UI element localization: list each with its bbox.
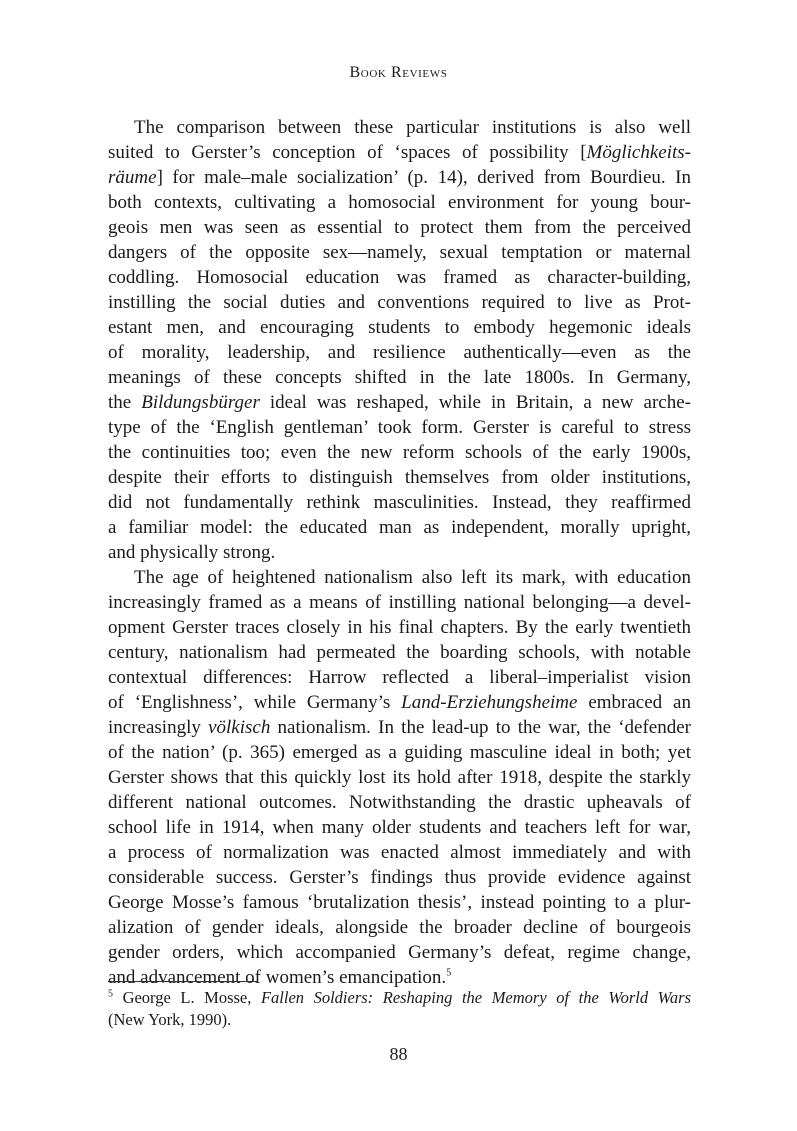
text-line: both contexts, cultivating a homosocial environment for young bour- [108, 192, 691, 213]
text-line: did not fundamentally rethink masculinities. Instead, they reaffirmed [108, 492, 691, 513]
text-line: suited to Gerster’s conception of ‘spaces of possibility [Möglichkeits- [108, 142, 691, 163]
footnote-reference[interactable]: 5 [446, 967, 452, 979]
text-line: George Mosse’s famous ‘brutalization thesis’, instead pointing to a plur- [108, 892, 691, 913]
text-line: century, nationalism had permeated the boarding schools, with notable [108, 642, 691, 663]
text-line: of ‘Englishness’, while Germany’s Land-Erziehungsheime embraced an [108, 692, 691, 713]
text-line: school life in 1914, when many older students and teachers left for war, [108, 817, 691, 838]
footnote-mark: 5 [108, 988, 113, 1000]
text-line: of the nation’ (p. 365) emerged as a guiding masculine ideal in both; yet [108, 742, 691, 763]
text-line: Gerster shows that this quickly lost its hold after 1918, despite the starkly [108, 767, 691, 788]
footnote [108, 987, 691, 1031]
text-line: increasingly framed as a means of instilling national belonging—a devel- [108, 592, 691, 613]
text-line: the continuities too; even the new reform schools of the early 1900s, [108, 442, 691, 463]
text-line: different national outcomes. Notwithstanding the drastic upheavals of [108, 792, 691, 813]
text-line: the Bildungsbürger ideal was reshaped, while in Britain, a new arche- [108, 392, 692, 413]
text-line: estant men, and encouraging students to embody hegemonic ideals [108, 317, 691, 338]
text-line: increasingly völkisch nationalism. In the lead-up to the war, the ‘defender [108, 717, 691, 738]
text-line: coddling. Homosocial education was framed as character-building, [108, 267, 691, 288]
text-line: contextual differences: Harrow reflected a liberal–imperialist vision [108, 667, 691, 688]
page-number: 88 [389, 1044, 408, 1064]
text-line: meanings of these concepts shifted in the late 1800s. In Germany, [108, 367, 691, 388]
text-line: opment Gerster traces closely in his final chapters. By the early twentieth [108, 617, 691, 638]
text-line: type of the ‘English gentleman’ took form. Gerster is careful to stress [108, 417, 691, 438]
text-line: considerable success. Gerster’s findings thus provide evidence against [108, 867, 691, 888]
text-line: geois men was seen as essential to protect them from the perceived [108, 217, 691, 238]
text-line: räume] for male–male socialization’ (p. 14), derived from Bourdieu. In [108, 167, 691, 188]
footnote-line: (New York, 1990). [108, 1010, 232, 1029]
text-line: The age of heightened nationalism also left its mark, with education [134, 567, 691, 588]
text-line: of morality, leadership, and resilience authentically—even as the [108, 342, 691, 363]
text-line: alization of gender ideals, alongside the broader decline of bourgeois [108, 917, 691, 938]
footnote-divider [108, 981, 258, 982]
text-line: a process of normalization was enacted almost immediately and with [108, 842, 691, 863]
text-line: a familiar model: the educated man as independent, morally upright, [108, 517, 691, 538]
text-line: dangers of the opposite sex—namely, sexual temptation or maternal [108, 242, 691, 263]
text-line: gender orders, which accompanied Germany’s defeat, regime change, [108, 942, 691, 963]
text-line: The comparison between these particular institutions is also well [134, 117, 691, 138]
text-line: and physically strong. [108, 542, 276, 563]
footnote-line: $^5$ George L. Mosse, Fallen Soldiers: Reshaping the Memory of the World Wars [108, 988, 691, 1007]
main-text [108, 115, 691, 990]
text-line: despite their efforts to distinguish themselves from older institutions, [108, 467, 691, 488]
text-line: instilling the social duties and conventions required to live as Prot- [108, 292, 691, 313]
text-line: and advancement of women’s emancipation.$^5$ [108, 967, 452, 988]
running-head: Book Reviews [349, 64, 448, 81]
